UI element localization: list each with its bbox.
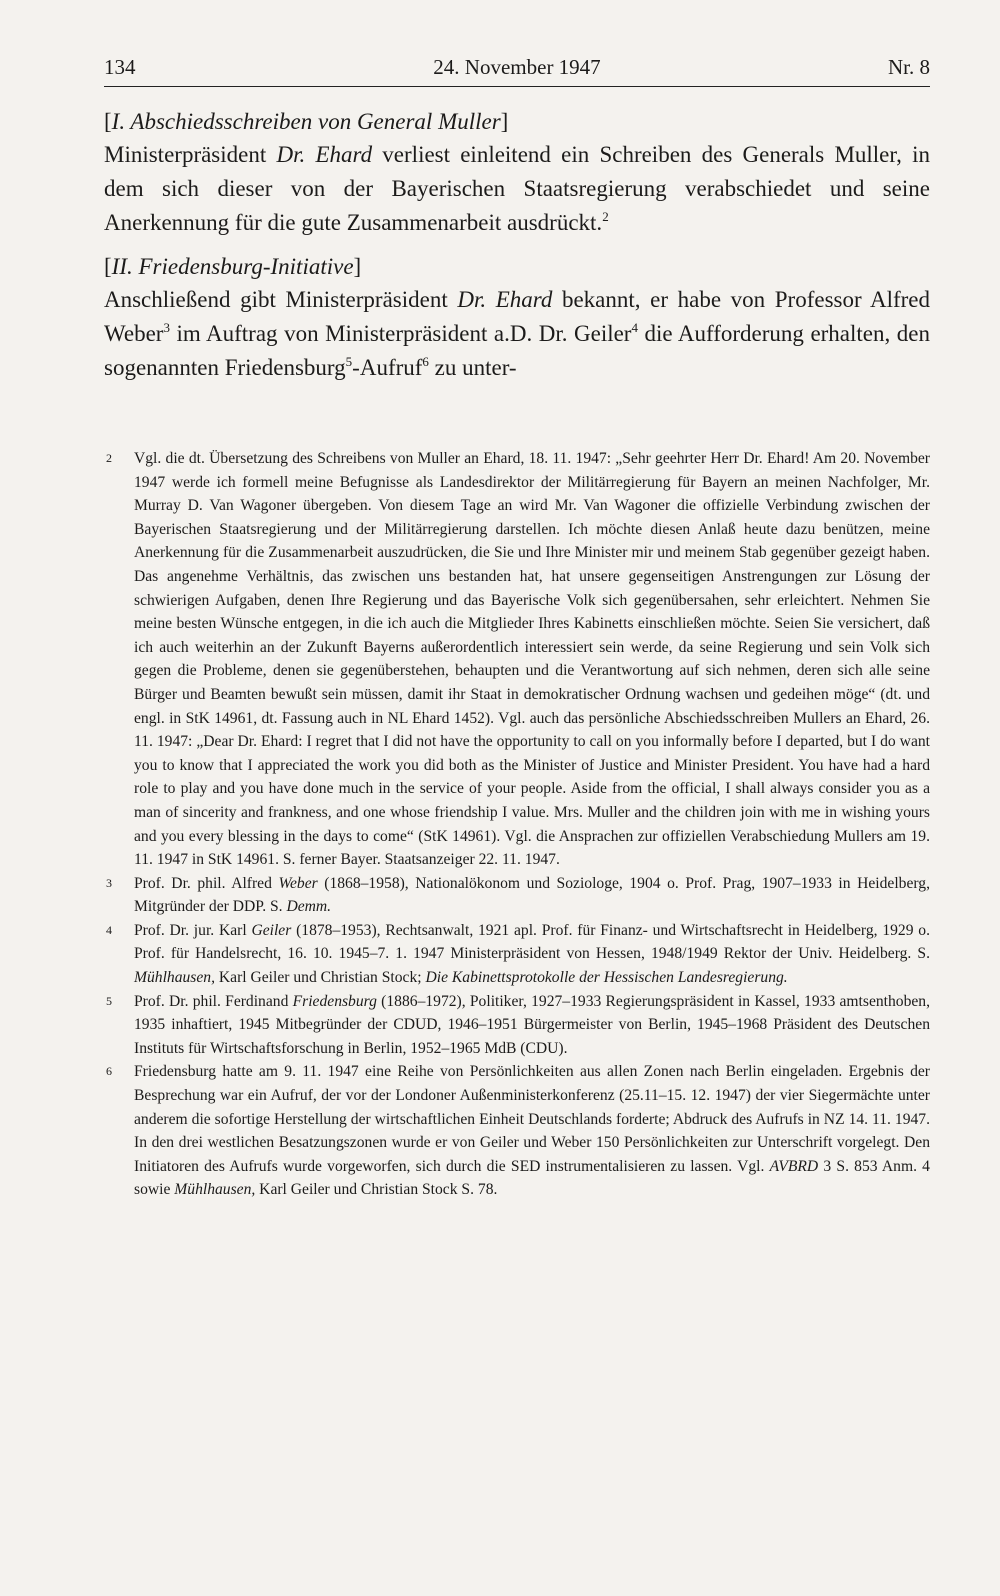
footnote-text: Prof. Dr. phil. Ferdinand [134,992,293,1010]
footnote-ref: 5 [345,354,353,369]
section-heading-2: [II. Friedensburg-Initiative] [104,254,362,279]
section-paragraph-2 [104,283,930,385]
footnote-6 [104,1060,930,1202]
footnote-3 [104,872,930,919]
person-name: Geiler [251,921,292,939]
footnote-ref: 2 [602,209,609,224]
paragraph-text: die Aufforderung erhalten, den sogenannten Friedensburg [104,321,930,380]
citation-title: AVBRD [769,1157,819,1175]
page-number: 134 [104,55,136,79]
footnote-5 [104,990,930,1061]
document-number: Nr. 8 [888,55,930,79]
footnote-text: (1886–1972), Politiker, 1927–1933 Regierungspräsident in Kassel, 1933 amtsenthoben, 1935 inhaftiert, 1945 Mitbegründer der CDUD, 1946–1951 Bürgermeister von Berlin, 1945–1968 Präsident des Deutschen Instituts für Wirtschaftsforschung in Berlin, 1952–1965 MdB (CDU). [134,992,930,1057]
footnote-text: 3 S. 853 Anm. 4 sowie [134,1157,930,1199]
paragraph-text: im Auftrag von Ministerpräsident a.D. Dr. Geiler [169,321,632,346]
footnote-text: Vgl. die dt. Übersetzung des Schreibens von Muller an Ehard, 18. 11. 1947: „Sehr geehrter Herr Dr. Ehard! Am 20. November 1947 werde ich formell meine Befugnisse als Landesdirektor der Militärregierung für Bayern an meinen Nachfolger, Mr. Murray D. Van Wagoner übergeben. Von diesem Tage an wird Mr. Van Wagoner die offizielle Verbindung zwischen der Bayerischen Staatsregierung und der Militärregierung darstellen. Ich möchte diesen Anlaß heute dazu benützen, meine Anerkennung für die Zusammenarbeit auszudrücken, die Sie und Ihre Minister mir und meinem Stab gegenüber gezeigt haben. Das angenehme Verhältnis, das zwischen uns bestanden hat, hat unsere gegenseitigen Anstrengungen zur Lösung der schwierigen Aufgaben, denen Ihre Regierung und das Bayerische Volk sich gegenübersahen, sehr erleichtert. Nehmen Sie meine besten Wünsche entgegen, in die ich auch die Mitglieder Ihres Kabinetts einschließen möchte. Seien Sie versichert, daß ich auch weiterhin an der Zukunft Bayerns außerordentlich interessiert sein werde, da seine Regierung und sein Volk sich gegen die Probleme, denen sie gegenüberstehen, behaupten und die Verantwortung auf sich nehmen, deren sich alle seine Bürger und Beamten bewußt sein müssen, damit ihr Staat in demokratischer Ordnung wachsen und gedeihen möge“ (dt. und engl. in StK 14961, dt. Fassung auch in NL Ehard 1452). Vgl. auch das persönliche Abschiedsschreiben Mullers an Ehard, 26. 11. 1947: „Dear Dr. Ehard: I regret that I did not have the opportunity to call on you informally before I departed, but I do want you to know that I appreciated the work you did both as the Minister of Justice and Minister President. You have had a hard role to play and you have done much in the service of your people. Aside from the official, I shall always consider you as a man of sincerity and frankness, and one whose friendship I value. Mrs. Muller and the children join with me in wishing yours and you every blessing in the days to come“ (StK 14961). Vgl. die Ansprachen zur offiziellen Verabschiedung Mullers am 19. 11. 1947 in StK 14961. S. ferner Bayer. Staatsanzeiger 22. 11. 1947. [134,450,930,869]
footnote-ref: 6 [422,354,429,369]
footnote-text: Prof. Dr. jur. Karl [134,921,252,939]
footnote-2 [104,447,930,872]
page-header [104,52,930,82]
footnote-number: 2 [106,451,112,465]
footnote-4 [104,919,930,990]
running-head-date: 24. November 1947 [433,55,601,79]
footnote-number: 5 [106,993,112,1008]
footnote-number: 4 [106,922,112,937]
person-name-ehard: Dr. Ehard [457,287,553,312]
section-heading-1: [I. Abschiedsschreiben von General Muller] [104,109,509,134]
footnote-text: Karl Geiler und Christian Stock S. 78. [255,1181,498,1199]
footnote-text: (1868–1958), Nationalökonom und Soziologe, 1904 o. Prof. Prag, 1907–1933 in Heidelberg, Mitgründer der DDP. S. [134,874,930,916]
paragraph-text: -Aufruf [352,355,423,380]
footnote-text: Friedensburg hatte am 9. 11. 1947 eine Reihe von Persönlichkeiten aus allen Zonen nach Berlin eingeladen. Ergebnis der Besprechung war ein Aufruf, der vor der Londoner Außenministerkonferenz (25.11–15. 12. 1947) der vier Siegermächte unter anderem die sofortige Herstellung der wirtschaftlichen Einheit Deutschlands forderte; Abdruck des Aufrufs in NZ 14. 11. 1947. In den drei westlichen Besatzungszonen wurde er von Geiler und Weber 150 Persönlichkeiten zur Unterschrift vorgelegt. Den Initiatoren des Aufrufs wurde vorgeworfen, sich durch die SED instrumentalisieren zu lassen. Vgl. [134,1063,930,1175]
paragraph-text: bekannt, er habe von Professor Alfred Weber [104,287,930,346]
person-name-ehard: Dr. Ehard [276,142,373,167]
header-rule [104,86,930,87]
paragraph-text: zu unter- [428,355,517,380]
citation-author: Mühlhausen, [174,1181,256,1199]
citation-author: Mühlhausen, [134,969,215,987]
footnote-text: (1878–1953), Rechtsanwalt, 1921 apl. Prof. für Finanz- und Wirtschaftsrecht in Heidelberg, 1929 o. Prof. für Handelsrecht, 16. 10. 1945–7. 1. 1947 Ministerpräsident von Hessen, 1948/1949 Rektor der Univ. Heidelberg. S. [134,921,930,963]
paragraph-text: Anschließend gibt Ministerpräsident [104,287,458,312]
citation-title: Demm. [286,898,332,916]
footnote-ref: 4 [631,320,638,335]
section-heading-1-text: I. Abschiedsschreiben von General Muller [111,109,501,134]
footnote-text: Prof. Dr. phil. Alfred [134,874,279,892]
paragraph-text: verliest einleitend ein Schreiben des Generals Muller, in dem sich dieser von der Bayerischen Staatsregierung verabschiedet und seine Anerkennung für die gute Zusammenarbeit ausdrückt. [104,142,930,235]
footnotes [104,447,930,1202]
paragraph-text: Ministerpräsident [104,142,277,167]
section-paragraph-1 [104,138,930,240]
citation-title: Die Kabinettsprotokolle der Hessischen Landesregierung. [425,969,788,987]
section-heading-2-text: II. Friedensburg-Initiative [111,254,354,279]
person-name: Friedensburg [292,992,377,1010]
footnote-number: 3 [106,875,112,890]
footnote-text: Karl Geiler und Christian Stock; [215,969,426,987]
footnote-ref: 3 [163,320,170,335]
footnote-number: 6 [106,1064,112,1079]
document-page [104,52,930,1199]
person-name: Weber [278,874,318,892]
